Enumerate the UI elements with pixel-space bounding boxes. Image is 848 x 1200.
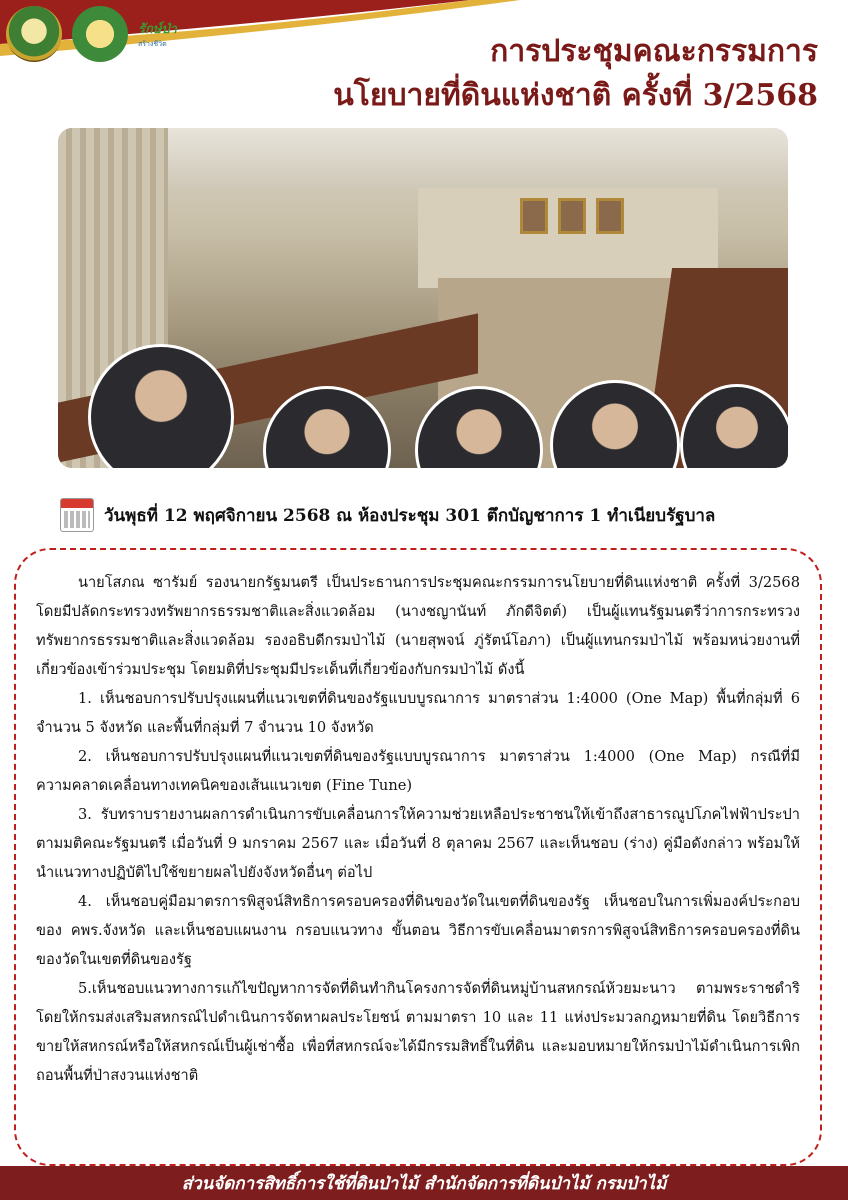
title-line-2: นโยบายที่ดินแห่งชาติ ครั้งที่ 3/2568 — [333, 78, 818, 113]
footer-bar — [0, 1166, 848, 1200]
campaign-logo-text: รักษ์ป่า — [138, 22, 177, 37]
calendar-icon — [60, 498, 94, 532]
content-box — [14, 548, 822, 1166]
campaign-logo — [138, 14, 208, 54]
intro-paragraph: นายโสภณ ซารัมย์ รองนายกรัฐมนตรี เป็นประธานการประชุมคณะกรรมการนโยบายที่ดินแห่งชาติ ครั้งที่ 3/2568 โดยมีปลัดกระทรวงทรัพยากรธรรมชาติและสิ่งแวดล้อม (นางชญานันท์ ภักดีจิตต์) เป็นผู้แทนรัฐมนตรีว่าการกระทรวงทรัพยากรธรรมชาติและสิ่งแวดล้อม รองอธิบดีกรมป่าไม้ (นายสุพจน์ ภู่รัตน์โอภา) เป็นผู้แทนกรมป่าไม้ พร้อมหน่วยงานที่เกี่ยวข้องเข้าร่วมประชุม โดยมติที่ประชุมมีประเด็นที่เกี่ยวข้องกับกรมป่าไม้ ดังนี้ — [36, 574, 800, 678]
royal-portrait — [520, 198, 548, 234]
resolution-item-5: 5.เห็นชอบแนวทางการแก้ไขปัญหาการจัดที่ดินทำกินโครงการจัดที่ดินหมู่บ้านสหกรณ์ห้วยมะนาว ตามพระราชดำริ โดยให้กรมส่งเสริมสหกรณ์ไปดำเนินการจัดหาผลประโยชน์ ตามมาตรา 10 และ 11 แห่งประมวลกฎหมายที่ดิน โดยวิธีการขายให้สหกรณ์หรือให้สหกรณ์เป็นผู้เช่าซื้อ เพื่อที่สหกรณ์จะได้มีกรรมสิทธิ์ในที่ดิน และมอบหมายให้กรมป่าไม้ดำเนินการเพิกถอนพื้นที่ป่าสงวนแห่งชาติ — [36, 980, 800, 1084]
page-title — [333, 30, 818, 118]
title-line-1: การประชุมคณะกรรมการ — [490, 34, 818, 69]
royal-portrait — [558, 198, 586, 234]
royal-portrait — [596, 198, 624, 234]
meeting-photo — [58, 128, 788, 468]
campaign-logo-subtext: สร้างชีวิต — [138, 40, 167, 48]
resolution-item-1: 1. เห็นชอบการปรับปรุงแผนที่แนวเขตที่ดินของรัฐแบบบูรณาการ มาตราส่วน 1:4000 (One Map) พื้นที่กลุ่มที่ 6 จำนวน 5 จังหวัด และพื้นที่กลุ่มที่ 7 จำนวน 10 จังหวัด — [36, 690, 800, 736]
resolution-item-3: 3. รับทราบรายงานผลการดำเนินการขับเคลื่อนการให้ความช่วยเหลือประชาชนให้เข้าถึงสาธารณูปโภคไฟฟ้าประปา ตามมติคณะรัฐมนตรี เมื่อวันที่ 9 มกราคม 2567 และ เมื่อวันที่ 8 ตุลาคม 2567 และเห็นชอบ (ร่าง) คู่มือดังกล่าว พร้อมให้นำแนวทางปฏิบัติไปใช้ขยายผลไปยังจังหวัดอื่นๆ ต่อไป — [36, 806, 800, 881]
royal-emblem-logo — [6, 6, 62, 62]
forestry-department-logo — [72, 6, 128, 62]
logo-group — [6, 6, 208, 62]
meeting-date-location: วันพุธที่ 12 พฤศจิกายน 2568 ณ ห้องประชุม 301 ตึกบัญชาการ 1 ทำเนียบรัฐบาล — [104, 505, 716, 526]
resolution-item-4: 4. เห็นชอบคู่มือมาตรการพิสูจน์สิทธิการครอบครองที่ดินของวัดในเขตที่ดินของรัฐ เห็นชอบในการเพิ่มองค์ประกอบของ คพร.จังหวัด และเห็นชอบแผนงาน กรอบแนวทาง ขั้นตอน วิธีการขับเคลื่อนมาตรการพิสูจน์สิทธิการครอบครองที่ดินของวัดในเขตที่ดินของรัฐ — [36, 893, 800, 968]
resolution-item-2: 2. เห็นชอบการปรับปรุงแผนที่แนวเขตที่ดินของรัฐแบบบูรณาการ มาตราส่วน 1:4000 (One Map) กรณีที่มีความคลาดเคลื่อนทางเทคนิคของเส้นแนวเขต (Fine Tune) — [36, 748, 800, 794]
footer-text: ส่วนจัดการสิทธิ์การใช้ที่ดินป่าไม้ สำนักจัดการที่ดินป่าไม้ กรมป่าไม้ — [181, 1173, 667, 1194]
date-row — [60, 498, 715, 532]
